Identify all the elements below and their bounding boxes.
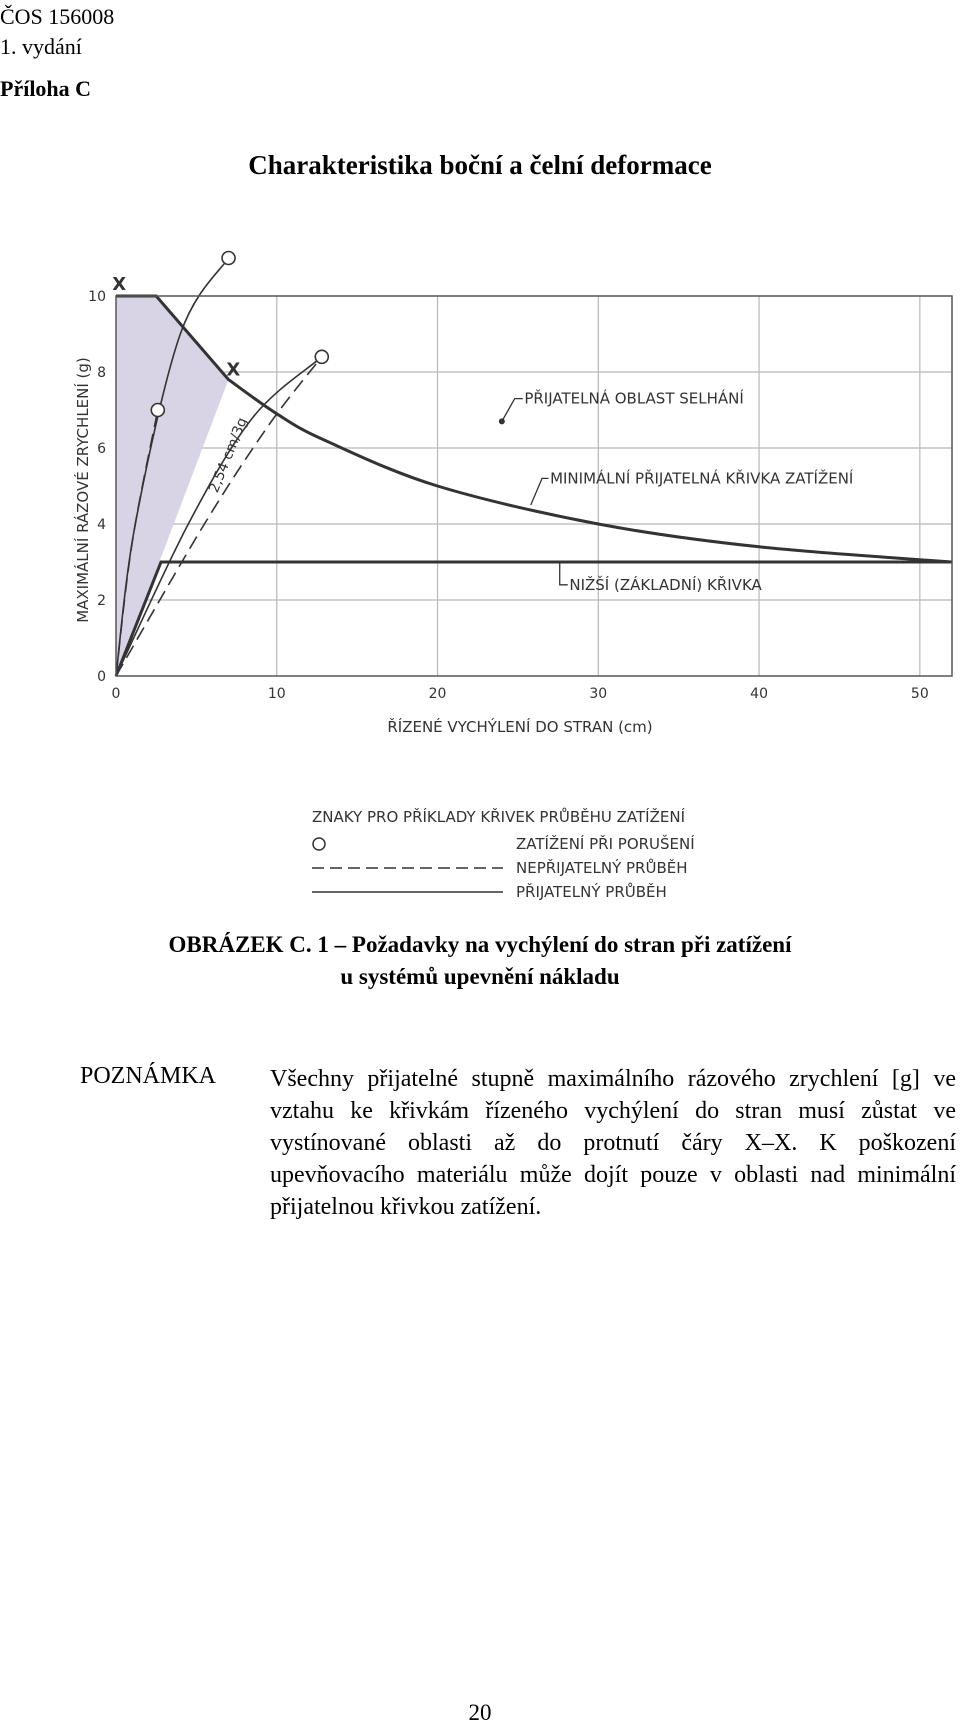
deformation-chart bbox=[0, 240, 960, 920]
leader-min-curve bbox=[531, 478, 549, 505]
y-axis-label: MAXIMÁLNÍ RÁZOVÉ ZRYCHLENÍ (g) bbox=[74, 357, 92, 623]
annex-label: Příloha C bbox=[0, 76, 92, 101]
y-tick-label: 8 bbox=[97, 365, 106, 381]
y-tick-label: 0 bbox=[97, 669, 106, 685]
x-tick-label: 30 bbox=[589, 686, 608, 702]
annotation-lower-curve: NIŽŠÍ (ZÁKLADNÍ) KŘIVKA bbox=[569, 575, 762, 594]
edition: 1. vydání bbox=[0, 34, 82, 59]
note-text: Všechny přijatelné stupně maximálního rázového zrychlení [g] ve vztahu ke křivkám řízeného vychýlení do stran musí zůstat ve vystínované oblasti až do protnutí čáry X–X. K poškození upevňovacího materiálu může dojít pouze v oblasti nad minimální přijatelnou křivkou zatížení. bbox=[270, 1066, 956, 1220]
leader-region bbox=[502, 399, 523, 422]
lower-basic-curve bbox=[116, 562, 952, 676]
chart-legend bbox=[312, 807, 695, 901]
legend-unacceptable: NEPŘIJATELNÝ PRŮBĚH bbox=[516, 859, 688, 877]
x-axis-label: ŘÍZENÉ VYCHÝLENÍ DO STRAN (cm) bbox=[387, 718, 653, 736]
doc-id: ČOS 156008 bbox=[0, 4, 115, 29]
note-label: POZNÁMKA bbox=[80, 1063, 217, 1089]
y-tick-label: 10 bbox=[88, 289, 106, 305]
x-tick-label: 50 bbox=[910, 686, 929, 702]
legend-acceptable: PŘIJATELNÝ PRŮBĚH bbox=[516, 883, 667, 901]
legend-failure-load: ZATÍŽENÍ PŘI PORUŠENÍ bbox=[516, 835, 695, 853]
x-tick-label: 0 bbox=[111, 686, 121, 702]
y-tick-label: 6 bbox=[97, 441, 106, 457]
x-marker-curve: X bbox=[226, 359, 241, 381]
x-marker-top: X bbox=[112, 274, 127, 295]
x-tick-label: 40 bbox=[750, 686, 768, 702]
leader-lower-curve bbox=[560, 562, 568, 585]
figure-caption-line-2: u systémů upevnění nákladu bbox=[340, 964, 620, 989]
figure-caption-line-1: OBRÁZEK C. 1 – Požadavky na vychýlení do stran při zatížení bbox=[168, 932, 792, 957]
slope-annotation: 2,54 cm/3g bbox=[206, 415, 251, 496]
page-title: Charakteristika boční a čelní deformace bbox=[248, 150, 712, 180]
y-tick-label: 2 bbox=[97, 593, 106, 609]
failure-circle-icon bbox=[313, 838, 325, 850]
failure-point-circle bbox=[222, 252, 235, 265]
y-tick-label: 4 bbox=[97, 517, 106, 533]
annotation-leaders bbox=[499, 399, 568, 585]
x-tick-label: 10 bbox=[267, 686, 286, 702]
page-number: 20 bbox=[468, 1700, 492, 1725]
failure-point-circle bbox=[151, 404, 164, 417]
x-tick-label: 20 bbox=[428, 686, 447, 702]
annotation-min-curve: MINIMÁLNÍ PŘIJATELNÁ KŘIVKA ZATÍŽENÍ bbox=[550, 469, 854, 488]
annotation-acceptable-failure-region: PŘIJATELNÁ OBLAST SELHÁNÍ bbox=[524, 389, 744, 408]
x-tick-labels bbox=[112, 686, 929, 702]
legend-heading: ZNAKY PRO PŘÍKLADY KŘIVEK PRŮBĚHU ZATÍŽENÍ bbox=[312, 808, 686, 826]
failure-point-circle bbox=[315, 350, 328, 363]
